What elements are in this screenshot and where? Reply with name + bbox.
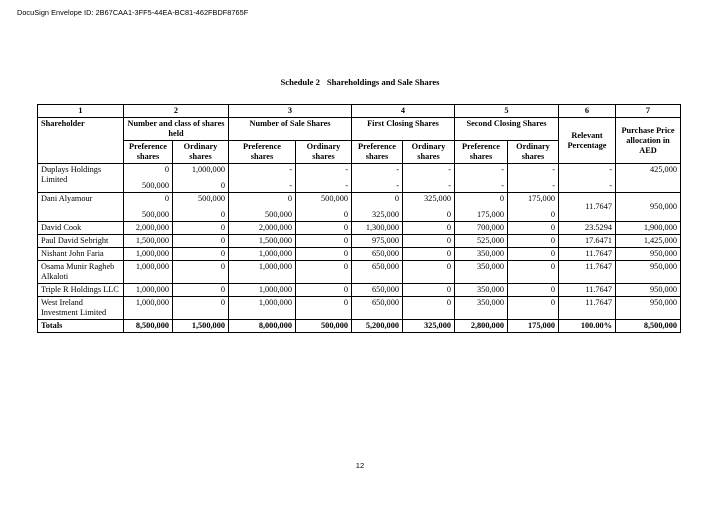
cell-value: 1,000,000 (124, 248, 173, 261)
cell-value: 500,000 (142, 210, 169, 219)
col-num: 4 (352, 105, 455, 118)
cell-value: 350,000 (455, 261, 508, 284)
cell-value: 0 (173, 235, 229, 248)
shareholder-name: Dani Alyamour (38, 193, 124, 222)
table-row (38, 261, 681, 284)
purchase-price: 1,425,000 (616, 235, 681, 248)
col-num: 1 (38, 105, 124, 118)
cell-value: - (448, 181, 451, 190)
cell-value: 650,000 (352, 248, 403, 261)
total-value: 175,000 (508, 320, 559, 333)
cell-value: - (289, 165, 292, 174)
totals-label: Totals (38, 320, 124, 333)
header-second-closing: Second Closing Shares (455, 118, 559, 141)
cell-value: 350,000 (455, 248, 508, 261)
table-row (38, 164, 681, 193)
col-num: 3 (229, 105, 352, 118)
cell-value: 325,000 (424, 194, 451, 203)
cell-value: 0 (394, 194, 399, 203)
cell-value: 0 (296, 261, 352, 284)
cell-value: 0 (403, 284, 455, 297)
cell-value: 1,000,000 (229, 261, 296, 284)
cell-value: 0 (164, 194, 169, 203)
cell-value: 325,000 (372, 210, 399, 219)
relevant-percentage: 11.7647 (559, 248, 616, 261)
cell-value: 1,000,000 (229, 297, 296, 320)
cell-value: 0 (287, 194, 292, 203)
cell-value: 1,000,000 (124, 261, 173, 284)
cell-value: 0 (508, 297, 559, 320)
cell-value: - (501, 165, 504, 174)
cell-value: 525,000 (455, 235, 508, 248)
cell-value: 1,500,000 (229, 235, 296, 248)
cell-value: 2,000,000 (124, 222, 173, 235)
cell-value: 0 (403, 235, 455, 248)
cell-value: 0 (508, 222, 559, 235)
purchase-price: 950,000 (616, 261, 681, 284)
header-held: Number and class of shares held (124, 118, 229, 141)
cell-value: - (552, 165, 555, 174)
purchase-price: 425,000 (616, 164, 681, 193)
column-number-row (38, 105, 681, 118)
sub-pref: Preference shares (352, 141, 403, 164)
col-num: 5 (455, 105, 559, 118)
sub-ord: Ordinary shares (296, 141, 352, 164)
total-value: 1,500,000 (173, 320, 229, 333)
cell-value: 0 (403, 248, 455, 261)
cell-value: 0 (296, 297, 352, 320)
purchase-price: 950,000 (616, 193, 681, 222)
cell-value: - (345, 181, 348, 190)
cell-value: 1,000,000 (229, 248, 296, 261)
table-row (38, 297, 681, 320)
total-value: 8,500,000 (616, 320, 681, 333)
shareholder-name: West Ireland Investment Limited (38, 297, 124, 320)
sub-ord: Ordinary shares (403, 141, 455, 164)
header-shareholder: Shareholder (38, 118, 124, 164)
relevant-percentage: 11.7647 (559, 284, 616, 297)
cell-value: - (345, 165, 348, 174)
cell-value: 350,000 (455, 297, 508, 320)
cell-value: - (396, 181, 399, 190)
cell-value: 500,000 (321, 194, 348, 203)
cell-value: 0 (508, 235, 559, 248)
cell-value: 0 (508, 248, 559, 261)
schedule-title (0, 77, 720, 87)
shareholder-name: Triple R Holdings LLC (38, 284, 124, 297)
total-value: 325,000 (403, 320, 455, 333)
cell-value: 650,000 (352, 261, 403, 284)
shareholder-name: Duplays Holdings Limited (38, 164, 124, 193)
cell-value: - (289, 181, 292, 190)
header-row (38, 118, 681, 141)
cell-value: 1,000,000 (124, 297, 173, 320)
cell-value: - (609, 181, 612, 190)
sub-pref: Preference shares (455, 141, 508, 164)
purchase-price: 950,000 (616, 297, 681, 320)
cell-value: 975,000 (352, 235, 403, 248)
table-row (38, 284, 681, 297)
cell-value: 650,000 (352, 297, 403, 320)
cell-value: 2,000,000 (229, 222, 296, 235)
shareholder-name: Osama Munir Ragheb Alkaloti (38, 261, 124, 284)
purchase-price: 950,000 (616, 284, 681, 297)
total-value: 5,200,000 (352, 320, 403, 333)
cell-value: 0 (296, 222, 352, 235)
total-value: 8,000,000 (229, 320, 296, 333)
cell-value: 650,000 (352, 284, 403, 297)
cell-value: 500,000 (142, 181, 169, 190)
total-value: 100.00% (559, 320, 616, 333)
cell-value: 0 (173, 222, 229, 235)
cell-value: 0 (220, 181, 225, 190)
cell-value: 0 (508, 261, 559, 284)
cell-value: 0 (343, 210, 348, 219)
cell-value: 1,000,000 (191, 165, 225, 174)
col-num: 7 (616, 105, 681, 118)
cell-value: - (501, 181, 504, 190)
cell-value: 500,000 (265, 210, 292, 219)
purchase-price: 1,900,000 (616, 222, 681, 235)
total-value: 2,800,000 (455, 320, 508, 333)
cell-value: 0 (220, 210, 225, 219)
schedule-label: Schedule 2 (280, 77, 320, 87)
cell-value: 175,000 (528, 194, 555, 203)
cell-value: 0 (550, 210, 555, 219)
cell-value: - (396, 165, 399, 174)
cell-value: 500,000 (198, 194, 225, 203)
cell-value: 0 (499, 194, 504, 203)
purchase-price: 950,000 (616, 248, 681, 261)
cell-value: 1,300,000 (352, 222, 403, 235)
sub-ord: Ordinary shares (173, 141, 229, 164)
shareholder-name: Nishant John Faria (38, 248, 124, 261)
cell-value: 0 (296, 248, 352, 261)
relevant-percentage: 17.6471 (559, 235, 616, 248)
cell-value: - (609, 165, 612, 174)
cell-value: 0 (173, 261, 229, 284)
relevant-percentage: 11.7647 (559, 261, 616, 284)
cell-value: 0 (296, 284, 352, 297)
totals-row (38, 320, 681, 333)
schedule-heading: Shareholdings and Sale Shares (326, 77, 440, 87)
shareholder-name: Paul David Sebright (38, 235, 124, 248)
page-number: 12 (355, 461, 365, 470)
table-row (38, 193, 681, 222)
shareholder-name: David Cook (38, 222, 124, 235)
header-first-closing: First Closing Shares (352, 118, 455, 141)
col-num: 2 (124, 105, 229, 118)
col-num: 6 (559, 105, 616, 118)
cell-value: 0 (508, 284, 559, 297)
sub-pref: Preference shares (124, 141, 173, 164)
cell-value: 0 (173, 297, 229, 320)
relevant-percentage: 11.7647 (559, 193, 616, 222)
cell-value: 0 (173, 284, 229, 297)
cell-value: 0 (403, 261, 455, 284)
table-row (38, 235, 681, 248)
relevant-percentage: 23.5294 (559, 222, 616, 235)
cell-value: 0 (164, 165, 169, 174)
shareholdings-table (37, 104, 681, 333)
envelope-id: DocuSign Envelope ID: 2B67CAA1-3FF5-44EA-BC81-462FBDF8765F (17, 8, 249, 17)
header-sale: Number of Sale Shares (229, 118, 352, 141)
total-value: 8,500,000 (124, 320, 173, 333)
cell-value: 0 (446, 210, 451, 219)
cell-value: 350,000 (455, 284, 508, 297)
sub-pref: Preference shares (229, 141, 296, 164)
cell-value: - (552, 181, 555, 190)
sub-ord: Ordinary shares (508, 141, 559, 164)
header-purchase-price: Purchase Price allocation in AED (616, 118, 681, 164)
cell-value: 0 (296, 235, 352, 248)
relevant-percentage: 11.7647 (559, 297, 616, 320)
cell-value: 0 (403, 222, 455, 235)
cell-value: 0 (173, 248, 229, 261)
header-relevant-percentage: Relevant Percentage (559, 118, 616, 164)
cell-value: 1,500,000 (124, 235, 173, 248)
table-row (38, 222, 681, 235)
cell-value: 700,000 (455, 222, 508, 235)
table-row (38, 248, 681, 261)
cell-value: - (448, 165, 451, 174)
cell-value: 175,000 (477, 210, 504, 219)
total-value: 500,000 (296, 320, 352, 333)
cell-value: 1,000,000 (229, 284, 296, 297)
cell-value: 1,000,000 (124, 284, 173, 297)
cell-value: 0 (403, 297, 455, 320)
